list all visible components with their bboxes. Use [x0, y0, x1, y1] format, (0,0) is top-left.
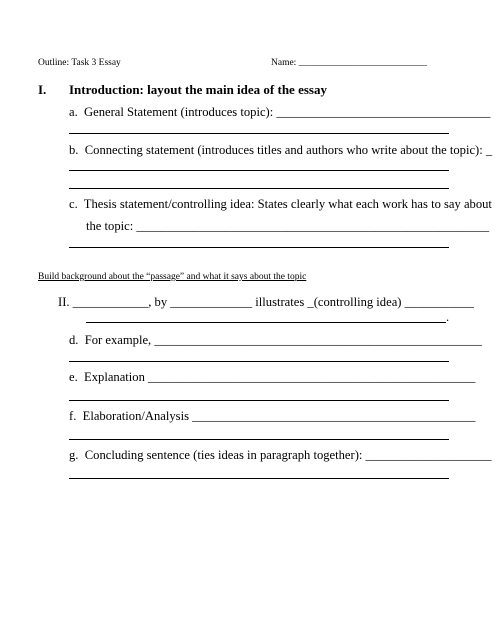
- item-c-text: c. Thesis statement/controlling idea: States clearly what each work has to say about: [69, 197, 492, 211]
- answer-line: [69, 188, 449, 189]
- background-note: Build background about the “passage” and what it says about the topic: [38, 272, 307, 282]
- item-g-text: g. Concluding sentence (ties ideas in paragraph together): ____________________: [69, 448, 492, 462]
- answer-line: [69, 133, 449, 134]
- item-a-text: a. General Statement (introduces topic): __________________________________: [69, 105, 491, 119]
- answer-line: [69, 400, 449, 401]
- answer-line: [69, 478, 449, 479]
- section-ii-line: II. ____________, by _____________ illustrates _(controlling idea) ___________: [58, 295, 474, 309]
- item-f-text: f. Elaboration/Analysis _____________________________________________: [69, 409, 476, 423]
- item-c-continuation: the topic: ________________________________________________________: [86, 219, 489, 233]
- item-d-text: d. For example, ____________________________________________________: [69, 333, 482, 347]
- header-title: Outline: Task 3 Essay: [38, 58, 121, 68]
- name-label: Name: ___________________________: [271, 58, 427, 68]
- answer-line: [69, 361, 449, 362]
- section-numeral: I.: [38, 82, 47, 97]
- answer-line: [86, 322, 446, 323]
- period: .: [446, 310, 450, 324]
- section-title: Introduction: layout the main idea of the essay: [69, 82, 327, 97]
- answer-line: [69, 247, 449, 248]
- item-b-text: b. Connecting statement (introduces titles and authors who write about the topic): _: [69, 143, 493, 157]
- answer-line: [69, 170, 449, 171]
- item-e-text: e. Explanation ____________________________________________________: [69, 370, 476, 384]
- answer-line: [69, 439, 449, 440]
